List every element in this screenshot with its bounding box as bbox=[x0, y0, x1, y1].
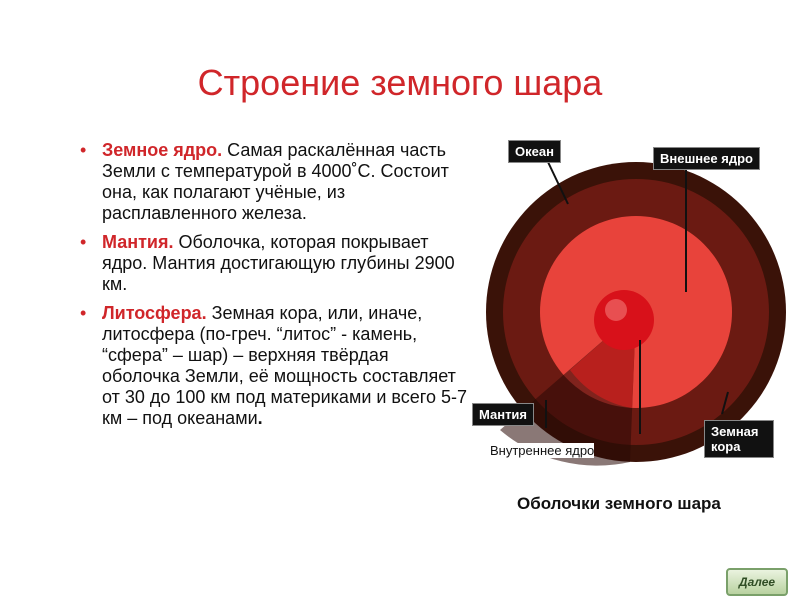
bullet-text: Земная кора, или, иначе, литосфера (по-греч. “литос” - камень, “сфера” – шар) – верхняя твёрдая оболочка Земли, её мощность составляет от 30 до 100 км под материками и всего 5-7 км – под океанами bbox=[102, 303, 467, 428]
inner-core-layer bbox=[594, 290, 654, 350]
bullet-end: . bbox=[257, 408, 263, 428]
bullet-mantle bbox=[78, 232, 468, 295]
bullet-text: Оболочка, которая покрывает ядро. Мантия достигающую глубины 2900 км. bbox=[102, 232, 455, 294]
label-inner-core: Внутреннее ядро bbox=[490, 443, 595, 458]
diagram-caption: Оболочки земного шара bbox=[517, 494, 721, 513]
bullet-text: Самая раскалённая часть Земли с температурой в 4000˚С. Состоит она, как полагают учёные, из расплавленного железа. bbox=[102, 140, 449, 223]
label-mantle: Мантия bbox=[472, 403, 534, 426]
label-outer-core: Внешнее ядро bbox=[653, 147, 760, 170]
bullet-core bbox=[78, 140, 468, 224]
bullet-term: Земное ядро. bbox=[102, 140, 223, 160]
inner-core-highlight bbox=[605, 299, 627, 321]
next-button[interactable]: Далее bbox=[726, 568, 788, 596]
bullet-term: Мантия. bbox=[102, 232, 174, 252]
bullet-list bbox=[78, 140, 468, 437]
bullet-term: Литосфера. bbox=[102, 303, 207, 323]
label-ocean: Океан bbox=[508, 140, 561, 163]
label-crust: Земная кора bbox=[704, 420, 774, 458]
earth-diagram bbox=[460, 130, 800, 490]
slide-title: Строение земного шара bbox=[197, 62, 603, 103]
bullet-lithosphere bbox=[78, 303, 468, 429]
